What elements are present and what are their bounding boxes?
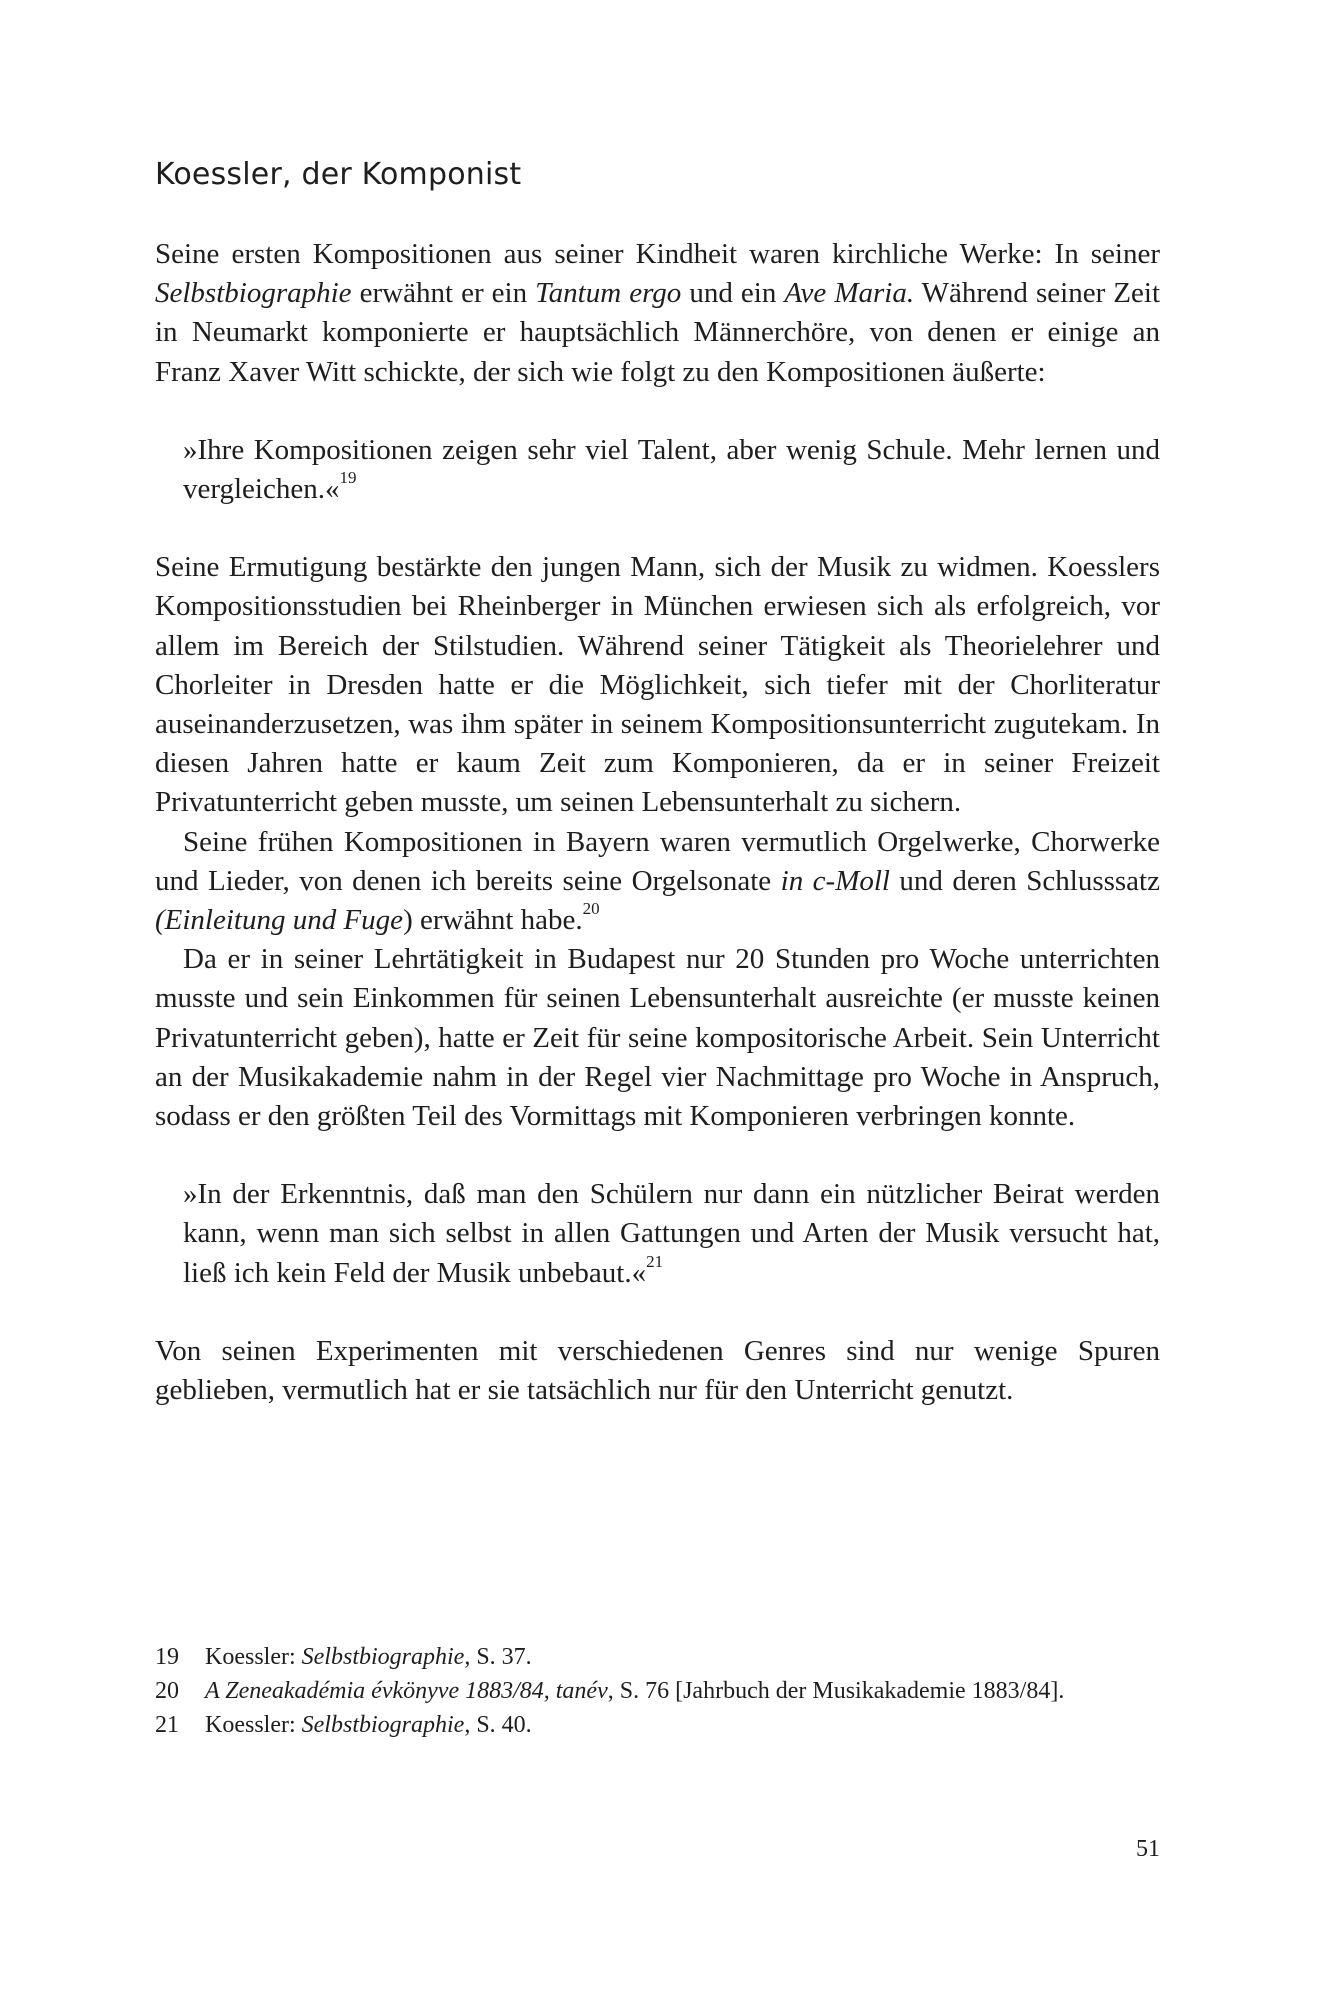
footnote-ref-20: 20 [582,899,600,919]
title-tantum-ergo: Tantum ergo [535,277,682,310]
footnote-item [155,1674,1160,1708]
title-ave-maria: Ave Maria. [784,277,915,310]
title-einleitung-und-fuge: (Einleitung und Fuge [155,904,404,937]
paragraph-4: Da er in seiner Lehrtätigkeit in Budapest nur 20 Stunden pro Woche unterrichten musste und sein Einkommen für seinen Lebensunterhalt ausreichte (er musste keinen Privatunterricht geben), hatte er Zeit für seine kompositorische Arbeit. Sein Unterricht an der Musikakademie nahm in der Regel vier Nachmittage pro Woche in Anspruch, sodass er den größten Teil des Vormittags mit Komponieren verbringen konnte. [155,943,1160,1133]
footnote-number: 20 [155,1678,179,1704]
footnote-item [155,1640,1160,1674]
paragraph-5: Von seinen Experimenten mit verschiedenen Genres sind nur wenige Spuren geblieben, vermutlich hat er sie tatsächlich nur für den Unterricht genutzt. [155,1334,1160,1407]
block-quote-1: »Ihre Kompositionen zeigen sehr viel Talent, aber wenig Schule. Mehr lernen und vergleichen.«$^{19}$ [183,433,1160,506]
paragraph-1: Seine ersten Kompositionen aus seiner Kindheit waren kirchliche Werke: In seiner Selbstbiographie erwähnt er ein Tantum ergo und ein Ave Maria. Während seiner Zeit in Neumarkt komponierte er hauptsächlich Männerchöre, von denen er einige an Franz Xaver Witt schickte, der sich wie folgt zu den Kompositionen äußerte: [155,238,1160,388]
page-number: 51 [1136,1836,1160,1862]
paragraph-2: Seine Ermutigung bestärkte den jungen Mann, sich der Musik zu widmen. Koesslers Kompositionsstudien bei Rheinberger in München erwiesen sich als erfolgreich, vor allem im Bereich der Stilstudien. Während seiner Tätigkeit als Theorielehrer und Chorleiter in Dresden hatte er die Möglichkeit, sich tiefer mit der Chorliteratur auseinanderzusetzen, was ihm später in seinem Kompositionsunterricht zugutekam. In diesen Jahren hatte er kaum Zeit zum Komponieren, da er in seiner Freizeit Privatunterricht geben musste, um seinen Lebensunterhalt zu sichern. [155,551,1160,819]
footnote-ref-21: 21 [646,1252,664,1272]
paragraph-3: Seine frühen Kompositionen in Bayern waren vermutlich Orgelwerke, Chorwerke und Lieder, von denen ich bereits seine Orgelsonate in c-Moll und deren Schlusssatz (Einleitung und Fuge) erwähnt habe.$^{20}$ [155,825,1160,937]
footnote-number: 21 [155,1712,179,1738]
footnote-text: Koessler: Selbstbiographie, S. 37. [205,1644,532,1670]
footnote-text: Koessler: Selbstbiographie, S. 40. [205,1712,532,1738]
block-quote-2: »In der Erkenntnis, daß man den Schülern nur dann ein nützlicher Beirat werden kann, wenn man sich selbst in allen Gattungen und Arten der Musik versucht hat, ließ ich kein Feld der Musik unbebaut.«$^{21}$ [183,1178,1160,1289]
footnote-ref-19: 19 [339,468,357,488]
section-heading: Koessler, der Komponist [155,157,522,192]
footnote-number: 19 [155,1644,179,1670]
footnotes [155,1640,1160,1742]
title-selbstbiographie: Selbstbiographie [155,277,352,310]
body-text [155,235,1160,1410]
title-c-moll: in c-Moll [780,864,890,897]
book-page [155,0,1160,2000]
footnote-item [155,1708,1160,1742]
footnote-text: A Zeneakadémia évkönyve 1883/84, tanév, S. 76 [Jahrbuch der Musikakademie 1883/84]. [205,1678,1065,1704]
